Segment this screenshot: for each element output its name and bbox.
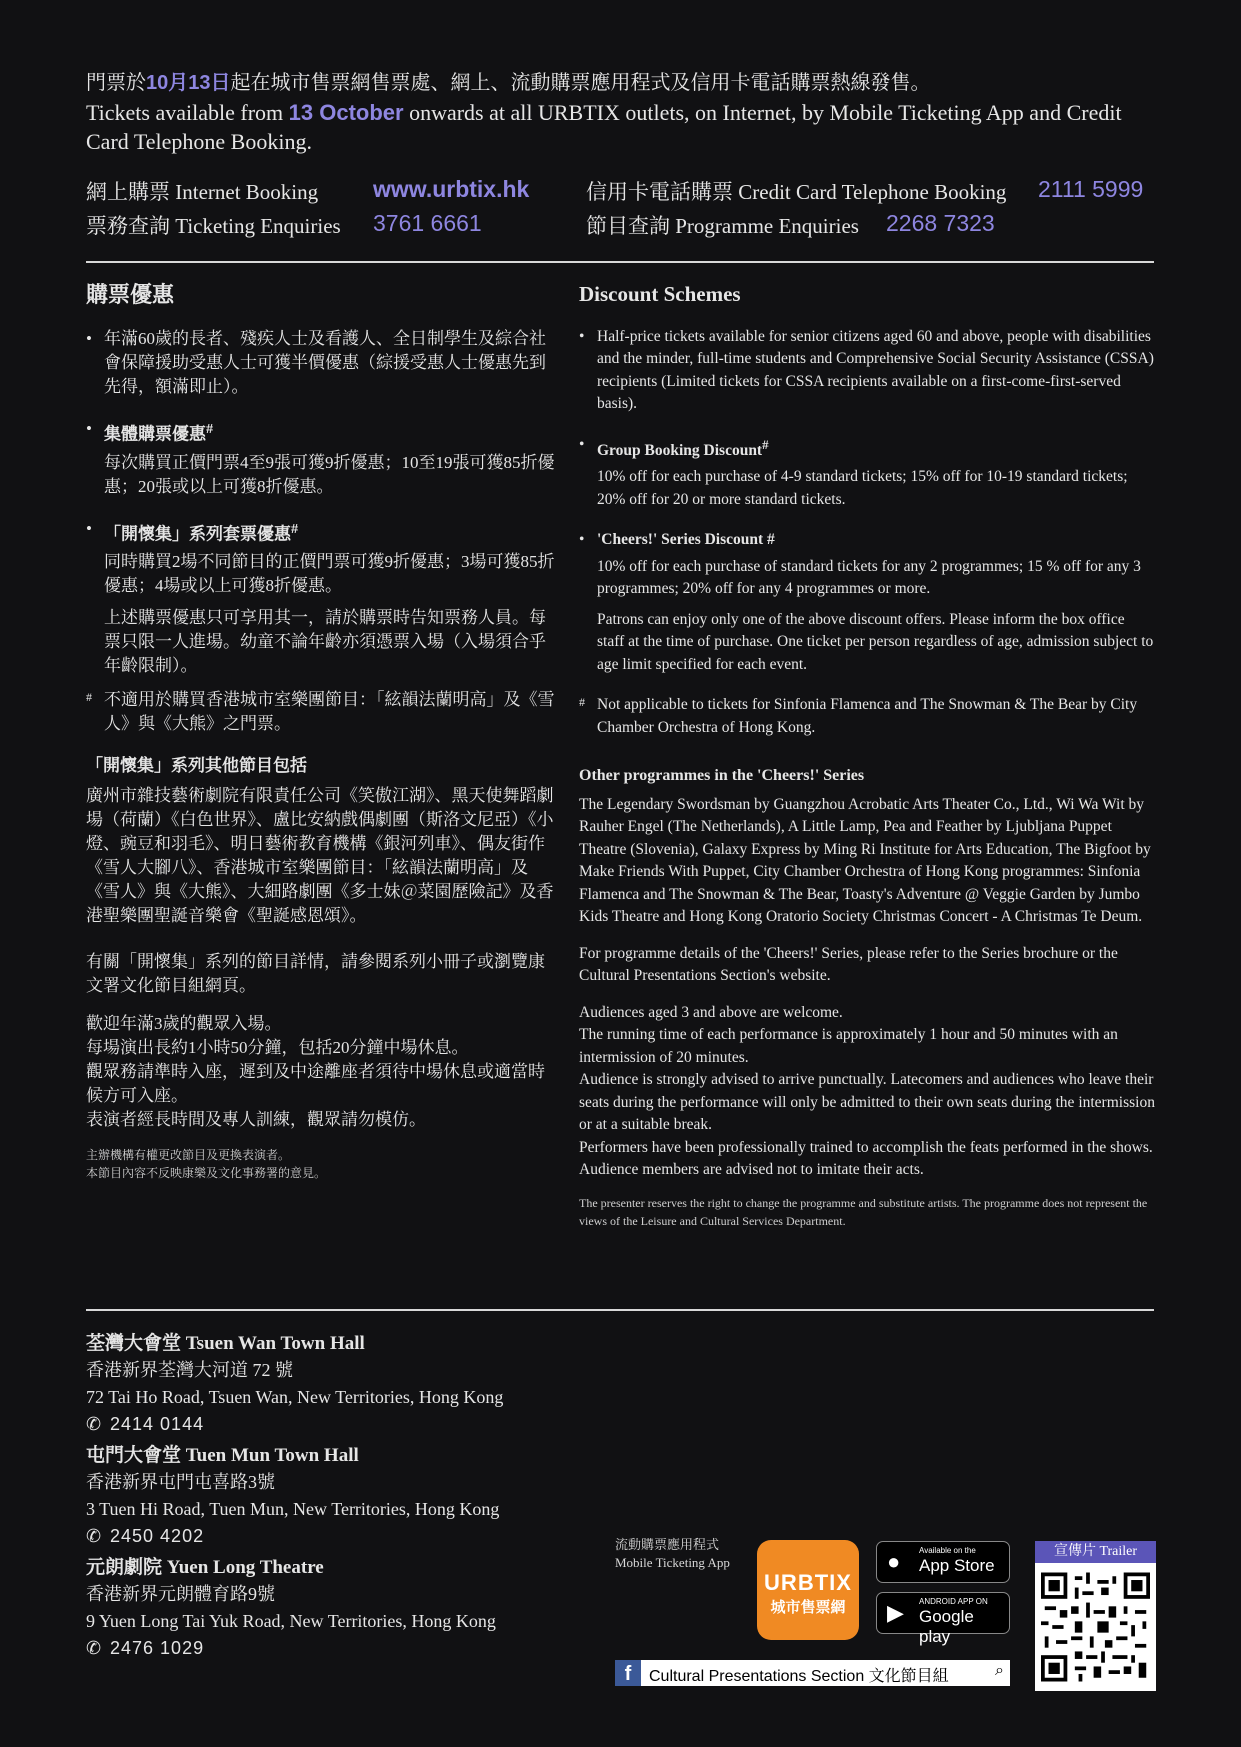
venue-address-en: 3 Tuen Hi Road, Tuen Mun, New Territories, Hong Kong (86, 1499, 500, 1519)
facebook-icon: f (615, 1660, 641, 1686)
venue-name: 荃灣大會堂 Tsuen Wan Town Hall (86, 1333, 365, 1354)
other-programmes-title-zh: 「開懷集」系列其他節目包括 (86, 756, 307, 776)
audience-note-en: Performers have been professionally trained to accomplish the feats performed in the shows. Audience members are advised not to imitate their acts. (579, 1138, 1153, 1179)
audience-note-en: Audience is strongly advised to arrive punctually. Latecomers and audiences who leave their seats during the performance will only be admitted to their own seats during the intermission or at a suitable break. (579, 1071, 1155, 1134)
details-zh: 有關「開懷集」系列的節目詳情，請參閱系列小冊子或瀏覽康文署文化節目組網頁。 (86, 952, 545, 996)
venue-address-en: 72 Tai Ho Road, Tsuen Wan, New Territories, Hong Kong (86, 1387, 504, 1407)
divider-bottom (86, 1309, 1154, 1311)
venue-phone: 2414 0144 (110, 1414, 205, 1434)
play-icon: ▶ (887, 1600, 904, 1625)
app-links (615, 1536, 1160, 1696)
mobile-app-label-en: Mobile Ticketing App (615, 1555, 730, 1570)
programme-enquiries-label: 節目查詢 Programme Enquiries (586, 214, 859, 238)
disclaimer-zh: 主辦機構有權更改節目及更換表演者。 (86, 1148, 291, 1163)
exclusion-note-zh: # 不適用於購買香港城市室樂團節目：「絃韻法蘭明高」及《雪人》與《大熊》之門票。 (86, 690, 555, 734)
list-item: • 集體購票優惠# 每次購買正價門票4至9張可獲9折優惠；10至19張可獲85折優惠；20張或以上可獲8折優惠。 (86, 419, 555, 496)
discount-schemes-en (579, 283, 1155, 1230)
availability-en-date: 13 October (288, 100, 404, 125)
disclaimer-zh: 本節目內容不反映康樂及文化事務署的意見。 (86, 1166, 327, 1181)
discount-note-zh: 上述購票優惠只可享用其一，請於購票時告知票務人員。每票只限一人進場。幼童不論年齡亦須憑票入場（入場須合乎年齡限制）。 (104, 608, 546, 676)
audience-note-zh: 每場演出長約1小時50分鐘，包括20分鐘中場休息。 (86, 1038, 469, 1058)
exclusion-note-en: # Not applicable to tickets for Sinfonia Flamenca and The Snowman & The Bear by City Chamber Orchestra of Hong Kong. (579, 695, 1138, 736)
apple-icon: ● (887, 1549, 901, 1574)
discount-schemes-zh (86, 283, 558, 1182)
audience-note-en: Audiences aged 3 and above are welcome. (579, 1003, 843, 1021)
audience-note-en: The running time of each performance is approximately 1 hour and 50 minutes with an intermission of 20 minutes. (579, 1026, 1118, 1066)
audience-note-zh: 表演者經長時間及專人訓練，觀眾請勿模仿。 (86, 1110, 426, 1130)
venue-address-zh: 香港新界屯門屯喜路3號 (86, 1472, 275, 1492)
ticketing-enquiries-label: 票務查詢 Ticketing Enquiries (86, 214, 341, 238)
trailer-label: 宣傳片 Trailer (1035, 1541, 1156, 1563)
availability-en-post: onwards at all URBTIX outlets, on Internet, by Mobile Ticketing App and Credit Card Telephone Booking. (86, 100, 1122, 154)
discount-note-en: Patrons can enjoy only one of the above discount offers. Please inform the box office staff at the time of purchase. One ticket per person regardless of age, admission subject to age limit specified for each event. (597, 610, 1154, 673)
venue-name: 屯門大會堂 Tuen Mun Town Hall (86, 1445, 359, 1466)
section-title-en: Discount Schemes (579, 282, 741, 306)
list-item: • 'Cheers!' Series Discount # 10% off for each purchase of standard tickets for any 2 programmes; 15 % off for any 3 programmes; 20% off for any 4 programmes or more. (579, 531, 1141, 598)
facebook-search-bar[interactable]: f Cultural Presentations Section 文化節目組 ⌕ (615, 1660, 1010, 1686)
disclaimer-en: The presenter reserves the right to change the programme and substitute artists. The programme does not represent the views of the Leisure and Cultural Services Department. (579, 1195, 1148, 1228)
list-item: • 年滿60歲的長者、殘疾人士及看護人、全日制學生及綜合社會保障援助受惠人士可獲半價優惠（綜援受惠人士優惠先到先得，額滿即止）。 (86, 329, 546, 396)
internet-booking-label: 網上購票 Internet Booking (86, 180, 319, 204)
ticketing-enquiries-number: 3761 6661 (373, 210, 482, 236)
audience-note-zh: 歡迎年滿3歲的觀眾入場。 (86, 1014, 282, 1034)
divider-top (86, 261, 1154, 263)
availability-zh-pre: 門票於 (86, 72, 146, 94)
trailer-qr[interactable] (1035, 1541, 1156, 1691)
ticket-availability (86, 68, 1166, 156)
venue-name: 元朗劇院 Yuen Long Theatre (86, 1557, 324, 1578)
list-item: • 「開懷集」系列套票優惠# 同時購買2場不同節目的正價門票可獲9折優惠；3場可獲85折優惠；4場或以上可獲8折優惠。 (86, 518, 555, 596)
list-item: • Half-price tickets available for senior citizens aged 60 and above, people with disabilities and the minder, full-time students and Comprehensive Social Security Assistance (CSSA) recipients (Limited tickets for CSSA recipients available on a first-come-first-served basis). (579, 327, 1154, 412)
phone-icon: ✆ (86, 1638, 102, 1658)
contact-info (86, 176, 1166, 244)
venue-yuen-long (86, 1554, 646, 1662)
audience-note-zh: 觀眾務請準時入座，遲到及中途離座者須待中場休息或適當時候方可入座。 (86, 1062, 545, 1106)
other-programmes-text-en: The Legendary Swordsman by Guangzhou Acrobatic Arts Theater Co., Ltd., Wi Wa Wit by Rauher Engel (The Netherlands), A Little Lamp, Pea and Feather by Ljubljana Puppet Theatre (Slovenia), Galaxy Express by Ming Ri Institute for Arts Education, The Bigfoot by Make Friends With Puppet, City Chamber Orchestra of Hong Kong programmes: Sinfonia Flamenca and The Snowman & The Bear, Toasty's Adventure @ Veggie Garden by Jumbo Kids Theatre and Hong Kong Oratorio Society Christmas Concert - A Christmas Te Deum. (579, 795, 1151, 926)
venue-address-zh: 香港新界荃灣大河道 72 號 (86, 1360, 293, 1380)
app-store-badge[interactable]: ● Available on the App Store (876, 1541, 1010, 1583)
urbtix-logo[interactable]: URBTIX 城市售票網 (757, 1540, 859, 1640)
other-programmes-text-zh: 廣州市雜技藝術劇院有限責任公司《笑傲江湖》、黑天使舞蹈劇場（荷蘭）《白色世界》、盧比安納戲偶劇團（斯洛文尼亞）《小燈、豌豆和羽毛》、明日藝術教育機構《銀河列車》、偶友街作《雪人大腳八》、香港城市室樂團節目：「絃韻法蘭明高」及《雪人》與《大熊》、大細路劇團《多士妹＠菜園歷險記》及香港聖樂團聖誕音樂會《聖誕感恩頌》。 (86, 786, 554, 926)
availability-zh-date: 10月13日 (146, 72, 231, 94)
programme-enquiries-number: 2268 7323 (886, 210, 995, 236)
credit-booking-label: 信用卡電話購票 Credit Card Telephone Booking (586, 180, 1007, 204)
urbtix-link[interactable]: www.urbtix.hk (373, 176, 530, 202)
venue-phone: 2450 4202 (110, 1526, 205, 1546)
venue-list (86, 1330, 646, 1666)
other-programmes-title-en: Other programmes in the 'Cheers!' Series (579, 767, 865, 785)
venue-address-zh: 香港新界元朗體育路9號 (86, 1584, 275, 1604)
search-icon: ⌕ (995, 1662, 1004, 1679)
qr-code-icon (1041, 1569, 1150, 1685)
venue-tuen-mun (86, 1442, 646, 1550)
details-en: For programme details of the 'Cheers!' Series, please refer to the Series brochure or the Cultural Presentations Section's website. (579, 944, 1118, 985)
venue-tsuen-wan (86, 1330, 646, 1438)
venue-phone: 2476 1029 (110, 1638, 205, 1658)
credit-booking-number: 2111 5999 (1038, 176, 1144, 202)
venue-address-en: 9 Yuen Long Tai Yuk Road, New Territories, Hong Kong (86, 1611, 496, 1631)
availability-zh-post: 起在城市售票網售票處、網上、流動購票應用程式及信用卡電話購票熱線發售。 (230, 72, 931, 94)
phone-icon: ✆ (86, 1526, 102, 1546)
list-item: • Group Booking Discount# 10% off for each purchase of 4-9 standard tickets; 15% off for 10-19 standard tickets; 20% off for 20 or more standard tickets. (579, 435, 1128, 508)
section-title-zh: 購票優惠 (86, 282, 175, 307)
phone-icon: ✆ (86, 1414, 102, 1434)
availability-en-pre: Tickets available from (86, 100, 284, 125)
google-play-badge[interactable]: ▶ ANDROID APP ON Google play (876, 1592, 1010, 1634)
mobile-app-label-zh: 流動購票應用程式 (615, 1537, 720, 1552)
